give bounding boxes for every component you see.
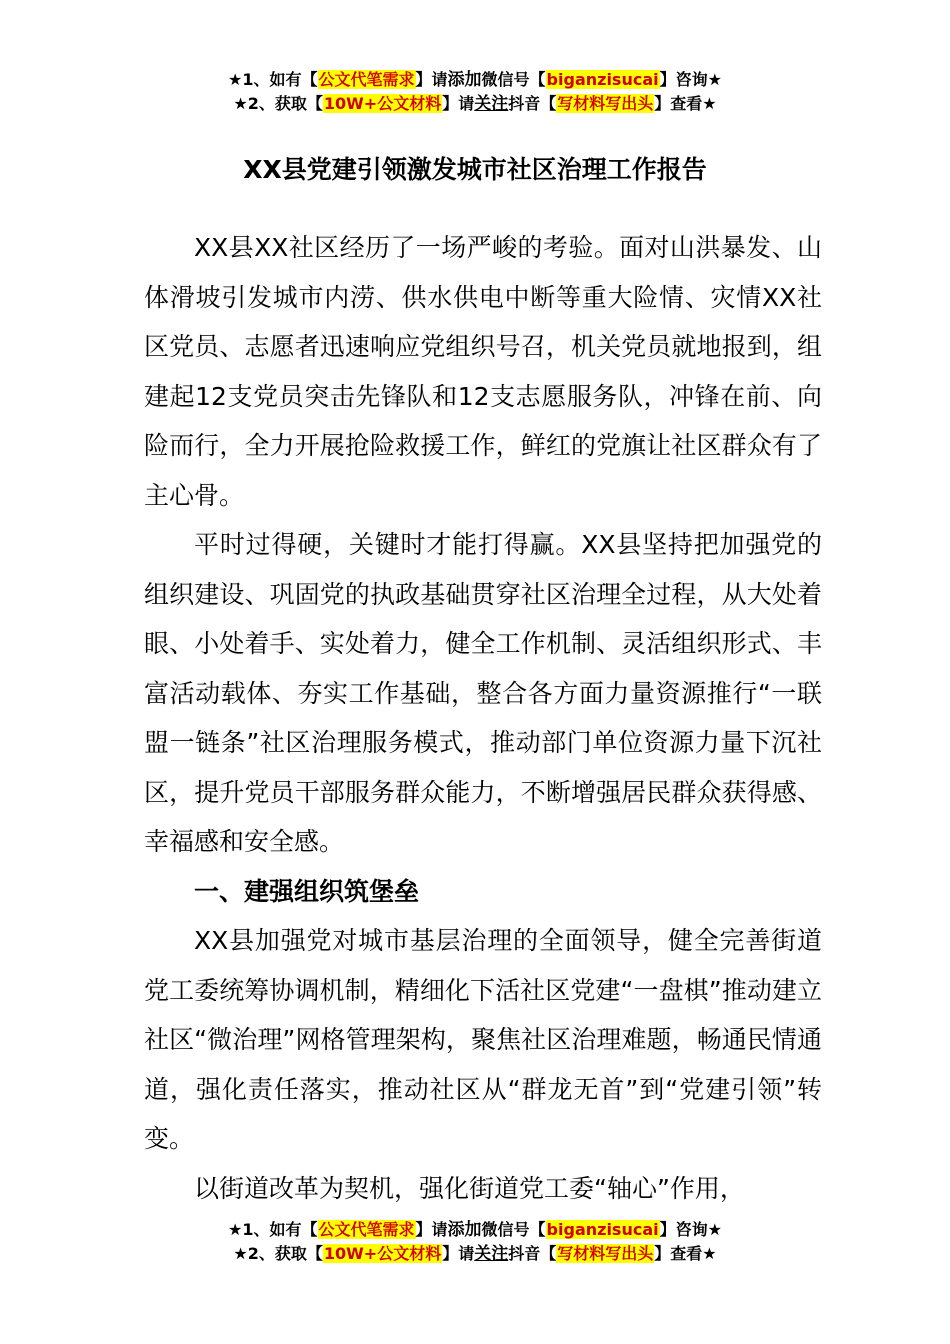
header-banner [0,68,950,116]
banner-line-2 [0,1242,950,1266]
banner-text: 】请 [442,1244,475,1263]
highlight-douyin-account: 写材料写出头 [557,1244,654,1263]
banner-text: ★2、获取【 [233,1244,323,1263]
banner-text: ★2、获取【 [233,94,323,113]
banner-text: 】查看★ [654,94,717,113]
body-paragraph: 以街道改革为契机，强化街道党工委“轴心”作用， [194,1173,745,1203]
banner-emphasis: 添加 [447,1220,482,1240]
banner-text: 微信号【 [481,1220,546,1239]
banner-line-1 [0,68,950,92]
banner-emphasis: 关注 [474,94,509,114]
highlight-service: 公文代笔需求 [318,70,415,89]
banner-emphasis: 关注 [474,1244,509,1264]
highlight-douyin-account: 写材料写出头 [557,94,654,113]
banner-line-2 [0,92,950,116]
banner-text: 】请 [415,70,448,89]
banner-line-1 [0,1218,950,1242]
highlight-wechat-id: biganzisucai [546,70,659,89]
document-title: XX县党建引领激发城市社区治理工作报告 [243,155,707,184]
banner-text: ★1、如有【 [228,70,318,89]
banner-emphasis: 添加 [447,70,482,90]
banner-text: ★1、如有【 [228,1220,318,1239]
highlight-materials: 10W+公文材料 [323,1244,442,1263]
footer-banner [0,1218,950,1266]
body-paragraph: 平时过得硬，关键时才能打得赢。XX县坚持把加强党的组织建设、巩固党的执政基础贯穿社区治理全过程，从大处着眼、小处着手、实处着力，健全工作机制、灵活组织形式、丰富活动载体、夯实工作基础，整合各方面力量资源推行“一联盟一链条”社区治理服务模式，推动部门单位资源力量下沉社区，提升党员干部服务群众能力，不断增强居民群众获得感、幸福感和安全感。 [144,530,822,856]
body-paragraph: XX县加强党对城市基层治理的全面领导，健全完善街道党工委统筹协调机制，精细化下活社区党建“一盘棋”推动建立社区“微治理”网格管理架构，聚焦社区治理难题，畅通民情通道，强化责任落实，推动社区从“群龙无首”到“党建引领”转变。 [144,926,822,1153]
highlight-wechat-id: biganzisucai [546,1220,659,1239]
banner-text: 微信号【 [481,70,546,89]
highlight-service: 公文代笔需求 [318,1220,415,1239]
banner-text: 】请 [415,1220,448,1239]
highlight-materials: 10W+公文材料 [323,94,442,113]
banner-text: 】请 [442,94,475,113]
document-body [144,223,822,1213]
banner-text: 】查看★ [654,1244,717,1263]
body-paragraph: XX县XX社区经历了一场严峻的考验。面对山洪暴发、山体滑坡引发城市内涝、供水供电中断等重大险情、灾情XX社区党员、志愿者迅速响应党组织号召，机关党员就地报到，组建起12支党员突击先锋队和12支志愿服务队，冲锋在前、向险而行，全力开展抢险救援工作，鲜红的党旗让社区群众有了主心骨。 [144,233,822,510]
section-heading: 一、建强组织筑堡垒 [194,876,420,906]
banner-text: 】咨询★ [659,70,722,89]
banner-text: 】咨询★ [659,1220,722,1239]
banner-text: 抖音【 [508,1244,557,1263]
banner-text: 抖音【 [508,94,557,113]
